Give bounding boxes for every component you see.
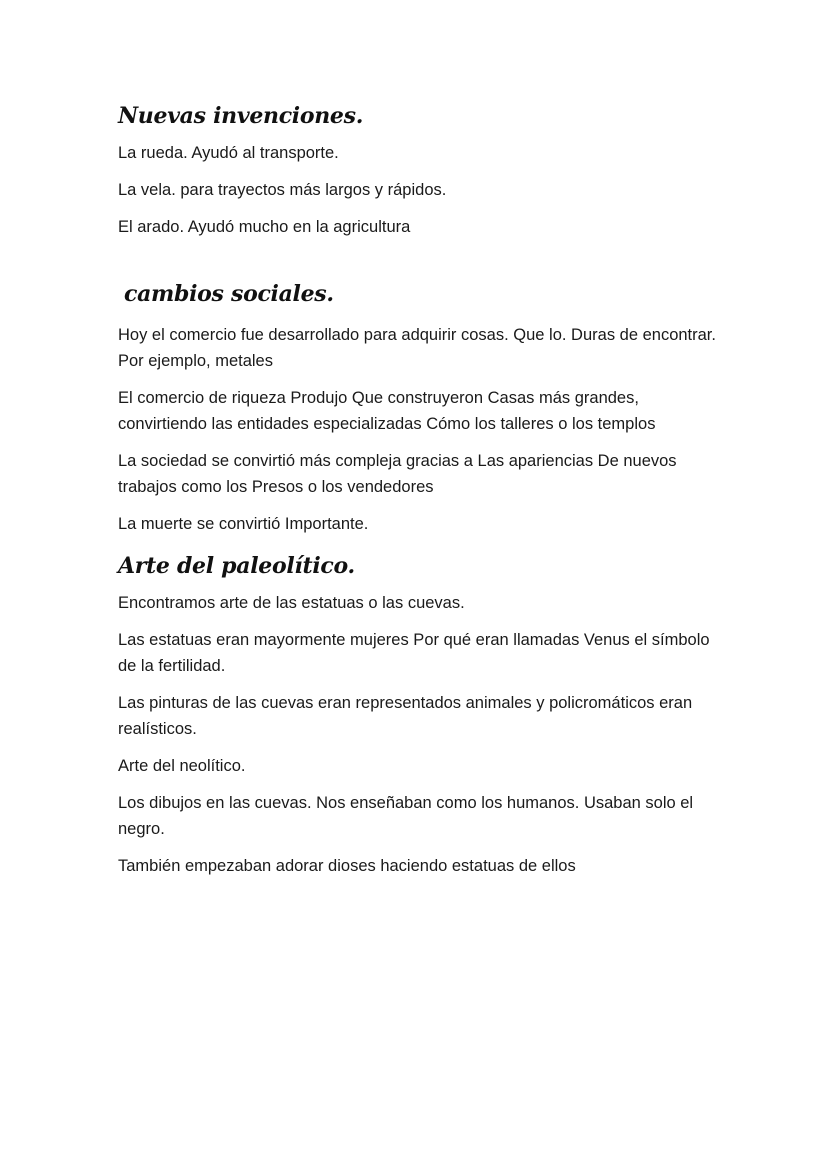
section-heading: Arte del paleolítico. xyxy=(118,553,355,579)
paragraph: Las estatuas eran mayormente mujeres Por qué eran llamadas Venus el símbolo de la fertilidad. xyxy=(118,631,710,675)
paragraph: La muerte se convirtió Importante. xyxy=(118,515,369,533)
paragraph: Los dibujos en las cuevas. Nos enseñaban como los humanos. Usaban solo el negro. xyxy=(118,794,694,838)
paragraph: Encontramos arte de las estatuas o las cuevas. xyxy=(118,594,465,612)
paragraph: Las pinturas de las cuevas eran representados animales y policromáticos eran realísticos. xyxy=(118,694,693,738)
paragraph: Hoy el comercio fue desarrollado para adquirir cosas. Que lo. Duras de encontrar. Por ejemplo, metales xyxy=(118,326,716,370)
paragraph: La sociedad se convirtió más compleja gracias a Las apariencias De nuevos trabajos como los Presos o los vendedores xyxy=(118,452,677,496)
document-page xyxy=(118,98,718,890)
section-heading: cambios sociales. xyxy=(124,281,334,307)
paragraph: El arado. Ayudó mucho en la agricultura xyxy=(118,218,411,236)
section-heading: Nuevas invenciones. xyxy=(118,103,364,129)
section-arte-paleolitico xyxy=(118,548,718,879)
paragraph: La vela. para trayectos más largos y rápidos. xyxy=(118,181,447,199)
section-cambios-sociales xyxy=(118,276,718,537)
paragraph: También empezaban adorar dioses haciendo estatuas de ellos xyxy=(118,857,576,875)
paragraph: Arte del neolítico. xyxy=(118,757,246,775)
section-nuevas-invenciones xyxy=(118,98,718,240)
paragraph: La rueda. Ayudó al transporte. xyxy=(118,144,339,162)
paragraph: El comercio de riqueza Produjo Que construyeron Casas más grandes, convirtiendo las entidades especializadas Cómo los talleres o los templos xyxy=(118,389,656,433)
